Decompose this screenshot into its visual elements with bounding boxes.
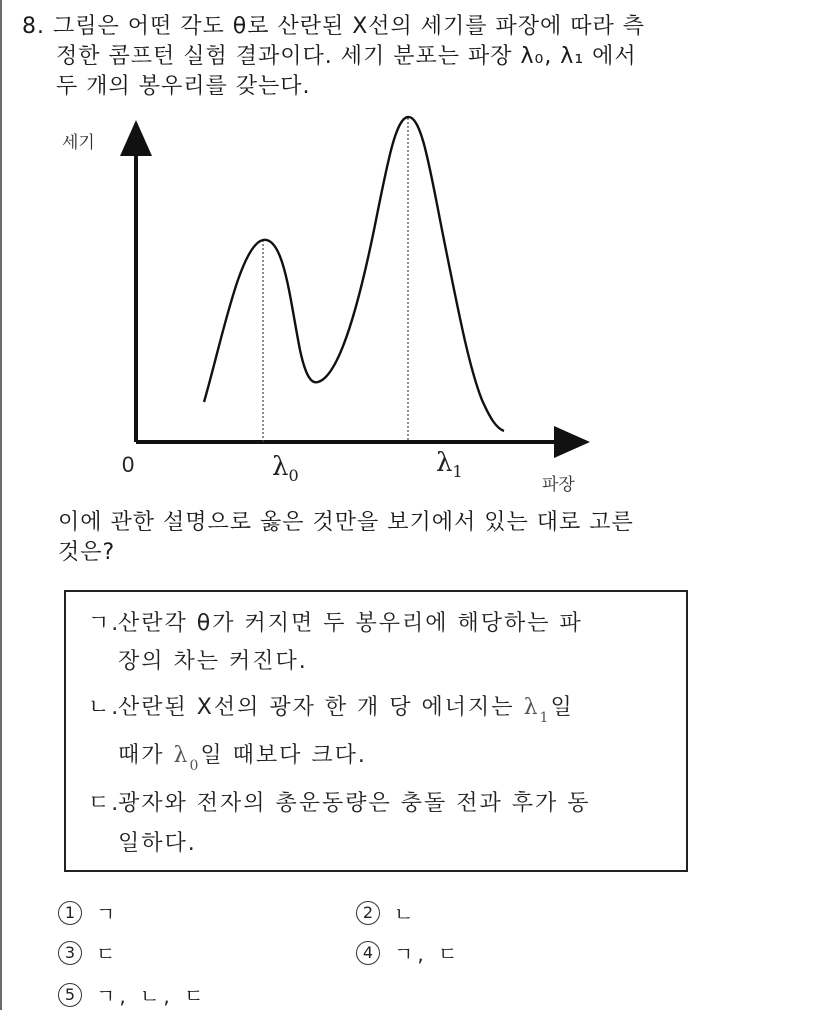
statement-a-cont: 장의 차는 커진다. [118, 649, 308, 674]
question-line-1: 8. 그림은 어떤 각도 θ로 산란된 X선의 세기를 파장에 따라 측 [22, 14, 646, 39]
statement-c-mark: ㄷ. [88, 791, 121, 816]
statement-b-cont: 때가 $\lambda_0$일 때보다 크다. [118, 743, 367, 774]
prompt-text: 이에 관한 설명으로 옳은 것만을 보기에서 있는 대로 고른 것은? [58, 510, 634, 565]
origin-label: 0 [122, 452, 135, 477]
statements-box [64, 590, 688, 872]
lambda0-tick-label: $\lambda_0$ [272, 452, 299, 485]
choice-3[interactable]: 3 ㄷ [58, 938, 119, 967]
question-line-3: 두 개의 봉우리를 갖는다. [56, 74, 311, 99]
y-axis-label: 세기 [62, 133, 95, 153]
choice-1[interactable]: 1 ㄱ [58, 898, 119, 927]
choice-2[interactable]: 2 ㄴ [356, 898, 417, 927]
statement-b-mark: ㄴ. [88, 695, 121, 720]
choice-1-number: 1 [58, 901, 82, 925]
x-axis-label: 파장 [542, 475, 575, 495]
statement-a: ㄱ.산란각 θ가 커지면 두 봉우리에 해당하는 파 [88, 606, 583, 637]
choice-5[interactable]: 5 ㄱ, ㄴ, ㄷ [58, 980, 207, 1009]
intensity-curve [204, 117, 504, 431]
statement-c-cont: 일하다. [118, 831, 197, 856]
choice-4[interactable]: 4 ㄱ, ㄷ [356, 938, 461, 967]
choice-2-number: 2 [356, 901, 380, 925]
choice-3-number: 3 [58, 941, 82, 965]
lambda1-tick-label: $\lambda_1$ [436, 448, 463, 481]
statement-c: ㄷ.광자와 전자의 총운동량은 충돌 전과 후가 동 [88, 786, 591, 817]
lambda1-symbol: $\lambda_1$ [523, 695, 551, 726]
statement-a-mark: ㄱ. [88, 611, 121, 636]
statement-b: ㄴ.산란된 X선의 광자 한 개 당 에너지는 $\lambda_1$일 [88, 690, 574, 726]
lambda0-symbol: $\lambda_0$ [173, 743, 201, 774]
choice-4-number: 4 [356, 941, 380, 965]
question-line-2: 정한 콤프턴 실험 결과이다. 세기 분포는 파장 λ₀, λ₁ 에서 [56, 44, 637, 69]
question-number: 8. [22, 14, 45, 39]
choice-5-number: 5 [58, 983, 82, 1007]
